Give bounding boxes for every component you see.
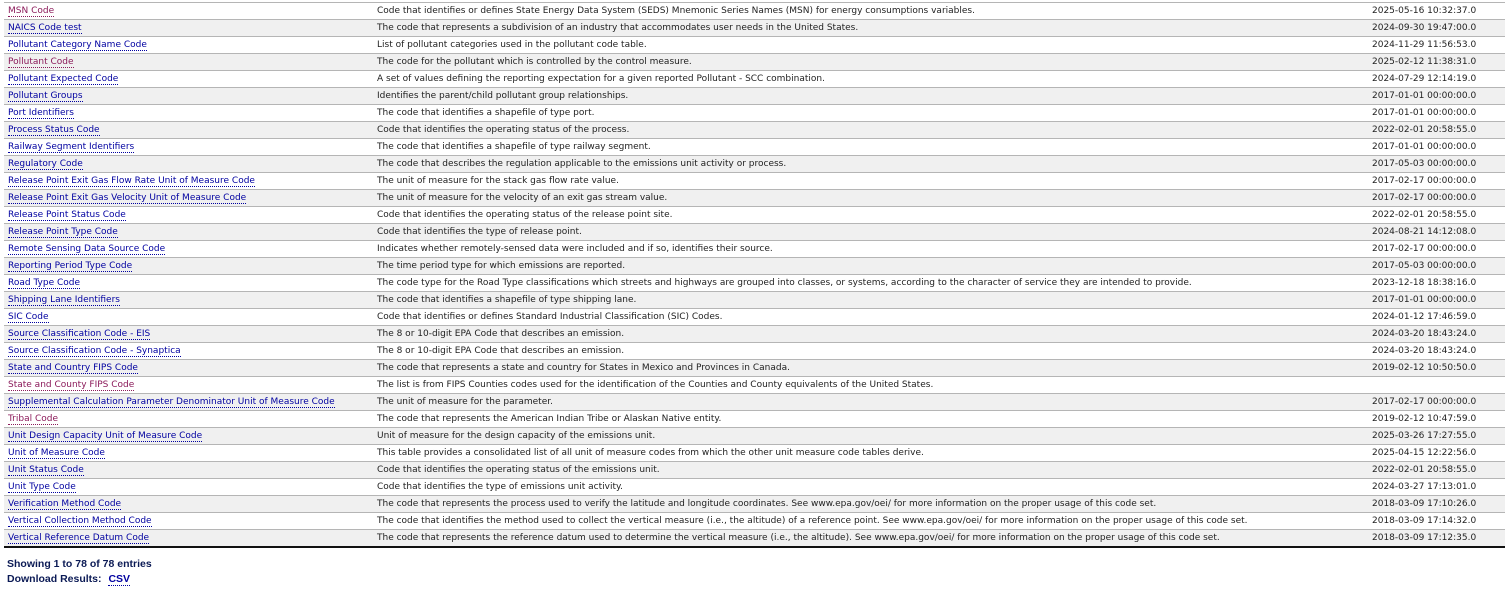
code-description-cell: The unit of measure for the parameter.: [373, 394, 1368, 411]
table-row: [4, 88, 1505, 105]
table-row: [4, 428, 1505, 445]
code-description-cell: Indicates whether remotely-sensed data were included and if so, identifies their source.: [373, 241, 1368, 258]
last-updated-cell: 2017-02-17 00:00:00.0: [1368, 241, 1505, 258]
code-name-cell: [4, 156, 373, 173]
code-description-cell: The unit of measure for the stack gas flow rate value.: [373, 173, 1368, 190]
download-label: Download Results:: [7, 573, 102, 585]
last-updated-cell: 2022-02-01 20:58:55.0: [1368, 207, 1505, 224]
code-name-cell: [4, 275, 373, 292]
table-row: [4, 445, 1505, 462]
last-updated-cell: 2024-11-29 11:56:53.0: [1368, 37, 1505, 54]
code-name-cell: [4, 105, 373, 122]
code-list-table: [4, 2, 1505, 548]
table-row: [4, 326, 1505, 343]
table-row: [4, 122, 1505, 139]
last-updated-cell: 2024-03-20 18:43:24.0: [1368, 326, 1505, 343]
code-name-link[interactable]: Regulatory Code: [8, 159, 83, 169]
code-description-cell: A set of values defining the reporting expectation for a given reported Pollutant - SCC combination.: [373, 71, 1368, 88]
last-updated-cell: 2025-02-12 11:38:31.0: [1368, 54, 1505, 71]
code-name-link[interactable]: Reporting Period Type Code: [8, 261, 133, 271]
table-row: [4, 207, 1505, 224]
code-name-cell: [4, 241, 373, 258]
code-name-cell: [4, 428, 373, 445]
table-row: [4, 54, 1505, 71]
code-description-cell: Identifies the parent/child pollutant group relationships.: [373, 88, 1368, 105]
code-name-cell: [4, 394, 373, 411]
code-name-link[interactable]: Release Point Type Code: [8, 227, 118, 237]
last-updated-cell: 2019-02-12 10:47:59.0: [1368, 411, 1505, 428]
last-updated-cell: 2025-04-15 12:22:56.0: [1368, 445, 1505, 462]
table-row: [4, 173, 1505, 190]
code-description-cell: The code that represents the American Indian Tribe or Alaskan Native entity.: [373, 411, 1368, 428]
code-name-link[interactable]: Supplemental Calculation Parameter Denominator Unit of Measure Code: [8, 397, 335, 407]
code-description-cell: The code that identifies a shapefile of type railway segment.: [373, 139, 1368, 156]
table-row: [4, 309, 1505, 326]
code-name-link[interactable]: Unit Status Code: [8, 465, 84, 475]
code-description-cell: The list is from FIPS Counties codes used for the identification of the Counties and County equivalents of the United States.: [373, 377, 1368, 394]
code-description-cell: The code type for the Road Type classifications which streets and highways are grouped into classes, or systems, according to the character of service they are intended to provide.: [373, 275, 1368, 292]
table-row: [4, 156, 1505, 173]
code-description-cell: Code that identifies the operating status of the emissions unit.: [373, 462, 1368, 479]
code-name-link[interactable]: Remote Sensing Data Source Code: [8, 244, 166, 254]
table-row: [4, 513, 1505, 530]
code-list-body: [4, 3, 1505, 548]
last-updated-cell: 2024-03-27 17:13:01.0: [1368, 479, 1505, 496]
table-row: [4, 292, 1505, 309]
code-name-link[interactable]: Pollutant Expected Code: [8, 74, 119, 84]
code-name-cell: [4, 3, 373, 20]
last-updated-cell: 2025-03-26 17:27:55.0: [1368, 428, 1505, 445]
code-description-cell: The time period type for which emissions are reported.: [373, 258, 1368, 275]
last-updated-cell: 2017-05-03 00:00:00.0: [1368, 156, 1505, 173]
last-updated-cell: 2017-01-01 00:00:00.0: [1368, 105, 1505, 122]
table-row: [4, 343, 1505, 360]
table-row: [4, 530, 1505, 548]
code-name-cell: [4, 88, 373, 105]
code-name-cell: [4, 411, 373, 428]
table-row: [4, 224, 1505, 241]
table-row: [4, 411, 1505, 428]
code-description-cell: The code that describes the regulation applicable to the emissions unit activity or process.: [373, 156, 1368, 173]
code-description-cell: The code that represents a subdivision of an industry that accommodates user needs in the United States.: [373, 20, 1368, 37]
code-name-cell: [4, 20, 373, 37]
code-name-cell: [4, 496, 373, 513]
download-csv-link[interactable]: CSV: [108, 573, 131, 585]
code-name-cell: [4, 258, 373, 275]
table-row: [4, 479, 1505, 496]
code-name-link[interactable]: Port Identifiers: [8, 108, 74, 118]
code-description-cell: The code for the pollutant which is controlled by the control measure.: [373, 54, 1368, 71]
last-updated-cell: 2017-02-17 00:00:00.0: [1368, 173, 1505, 190]
code-name-cell: [4, 207, 373, 224]
code-name-cell: [4, 377, 373, 394]
code-name-link[interactable]: Tribal Code: [8, 414, 59, 424]
code-name-link[interactable]: State and Country FIPS Code: [8, 363, 138, 373]
code-description-cell: The code that represents the reference datum used to determine the vertical measure (i.e., the altitude). See www.epa.gov/oei/ for more information on the proper usage of this code set.: [373, 530, 1368, 548]
code-name-cell: [4, 139, 373, 156]
code-name-link[interactable]: Vertical Collection Method Code: [8, 516, 152, 526]
last-updated-cell: 2017-01-01 00:00:00.0: [1368, 139, 1505, 156]
code-name-cell: [4, 326, 373, 343]
code-description-cell: Code that identifies the operating status of the release point site.: [373, 207, 1368, 224]
last-updated-cell: 2017-01-01 00:00:00.0: [1368, 292, 1505, 309]
code-name-cell: [4, 71, 373, 88]
table-row: [4, 496, 1505, 513]
code-description-cell: The code that identifies a shapefile of type port.: [373, 105, 1368, 122]
table-row: [4, 394, 1505, 411]
code-name-link[interactable]: Shipping Lane Identifiers: [8, 295, 120, 305]
last-updated-cell: 2019-02-12 10:50:50.0: [1368, 360, 1505, 377]
last-updated-cell: 2023-12-18 18:38:16.0: [1368, 275, 1505, 292]
code-description-cell: The code that represents a state and country for States in Mexico and Provinces in Canada.: [373, 360, 1368, 377]
code-description-cell: Code that identifies the operating status of the process.: [373, 122, 1368, 139]
code-name-cell: [4, 360, 373, 377]
table-row: [4, 20, 1505, 37]
table-row: [4, 360, 1505, 377]
code-description-cell: Unit of measure for the design capacity of the emissions unit.: [373, 428, 1368, 445]
table-row: [4, 37, 1505, 54]
code-name-link[interactable]: State and County FIPS Code: [8, 380, 135, 390]
code-name-link[interactable]: Unit Design Capacity Unit of Measure Code: [8, 431, 203, 441]
code-name-link[interactable]: Unit of Measure Code: [8, 448, 105, 458]
download-row: [7, 572, 152, 587]
code-name-link[interactable]: Verification Method Code: [8, 499, 122, 509]
last-updated-cell: 2018-03-09 17:10:26.0: [1368, 496, 1505, 513]
last-updated-cell: 2017-05-03 00:00:00.0: [1368, 258, 1505, 275]
table-row: [4, 190, 1505, 207]
code-name-cell: [4, 343, 373, 360]
code-name-link[interactable]: Unit Type Code: [8, 482, 76, 492]
results-footer: [7, 557, 152, 587]
last-updated-cell: 2024-09-30 19:47:00.0: [1368, 20, 1505, 37]
code-name-cell: [4, 54, 373, 71]
last-updated-cell: 2022-02-01 20:58:55.0: [1368, 462, 1505, 479]
last-updated-cell: 2022-02-01 20:58:55.0: [1368, 122, 1505, 139]
code-name-link[interactable]: Pollutant Code: [8, 57, 74, 67]
code-description-cell: This table provides a consolidated list of all unit of measure codes from which the other unit measure code tables derive.: [373, 445, 1368, 462]
code-name-cell: [4, 292, 373, 309]
code-name-link[interactable]: Release Point Exit Gas Flow Rate Unit of Measure Code: [8, 176, 255, 186]
table-row: [4, 105, 1505, 122]
last-updated-cell: 2017-02-17 00:00:00.0: [1368, 394, 1505, 411]
code-name-cell: [4, 190, 373, 207]
last-updated-cell: [1368, 377, 1505, 394]
code-name-cell: [4, 445, 373, 462]
code-name-cell: [4, 224, 373, 241]
table-row: [4, 275, 1505, 292]
code-description-cell: Code that identifies or defines Standard Industrial Classification (SIC) Codes.: [373, 309, 1368, 326]
code-name-cell: [4, 530, 373, 548]
code-description-cell: The unit of measure for the velocity of an exit gas stream value.: [373, 190, 1368, 207]
code-description-cell: The 8 or 10-digit EPA Code that describes an emission.: [373, 343, 1368, 360]
code-name-cell: [4, 462, 373, 479]
code-name-cell: [4, 173, 373, 190]
table-row: [4, 462, 1505, 479]
table-row: [4, 3, 1505, 20]
code-name-link[interactable]: SIC Code: [8, 312, 49, 322]
table-row: [4, 139, 1505, 156]
code-name-cell: [4, 122, 373, 139]
table-row: [4, 241, 1505, 258]
code-name-link[interactable]: MSN Code: [8, 6, 55, 16]
code-description-cell: The code that represents the process used to verify the latitude and longitude coordinates. See www.epa.gov/oei/ for more information on the proper usage of this code set.: [373, 496, 1368, 513]
code-name-link[interactable]: Release Point Status Code: [8, 210, 126, 220]
code-name-link[interactable]: Road Type Code: [8, 278, 81, 288]
code-description-cell: Code that identifies or defines State Energy Data System (SEDS) Mnemonic Series Names (MSN) for energy consumptions variables.: [373, 3, 1368, 20]
code-name-cell: [4, 513, 373, 530]
table-row: [4, 377, 1505, 394]
code-name-cell: [4, 37, 373, 54]
code-name-link[interactable]: Pollutant Groups: [8, 91, 83, 101]
code-name-link[interactable]: NAICS Code test: [8, 23, 82, 33]
last-updated-cell: 2018-03-09 17:14:32.0: [1368, 513, 1505, 530]
code-description-cell: Code that identifies the type of release point.: [373, 224, 1368, 241]
table-row: [4, 71, 1505, 88]
last-updated-cell: 2017-02-17 00:00:00.0: [1368, 190, 1505, 207]
code-name-link[interactable]: Source Classification Code - Synaptica: [8, 346, 181, 356]
code-name-link[interactable]: Vertical Reference Datum Code: [8, 533, 150, 543]
last-updated-cell: 2025-05-16 10:32:37.0: [1368, 3, 1505, 20]
code-name-link[interactable]: Pollutant Category Name Code: [8, 40, 147, 50]
code-description-cell: The code that identifies a shapefile of type shipping lane.: [373, 292, 1368, 309]
last-updated-cell: 2017-01-01 00:00:00.0: [1368, 88, 1505, 105]
code-name-link[interactable]: Source Classification Code - EIS: [8, 329, 151, 339]
code-name-cell: [4, 309, 373, 326]
code-description-cell: The 8 or 10-digit EPA Code that describes an emission.: [373, 326, 1368, 343]
last-updated-cell: 2018-03-09 17:12:35.0: [1368, 530, 1505, 548]
last-updated-cell: 2024-03-20 18:43:24.0: [1368, 343, 1505, 360]
code-name-link[interactable]: Railway Segment Identifiers: [8, 142, 135, 152]
code-name-cell: [4, 479, 373, 496]
last-updated-cell: 2024-08-21 14:12:08.0: [1368, 224, 1505, 241]
code-description-cell: Code that identifies the type of emissions unit activity.: [373, 479, 1368, 496]
table-row: [4, 258, 1505, 275]
last-updated-cell: 2024-01-12 17:46:59.0: [1368, 309, 1505, 326]
code-name-link[interactable]: Release Point Exit Gas Velocity Unit of Measure Code: [8, 193, 247, 203]
entries-info: Showing 1 to 78 of 78 entries: [7, 558, 152, 570]
last-updated-cell: 2024-07-29 12:14:19.0: [1368, 71, 1505, 88]
code-name-link[interactable]: Process Status Code: [8, 125, 100, 135]
code-description-cell: The code that identifies the method used to collect the vertical measure (i.e., the altitude) of a reference point. See www.epa.gov/oei/ for more information on the proper usage of this code set.: [373, 513, 1368, 530]
code-description-cell: List of pollutant categories used in the pollutant code table.: [373, 37, 1368, 54]
